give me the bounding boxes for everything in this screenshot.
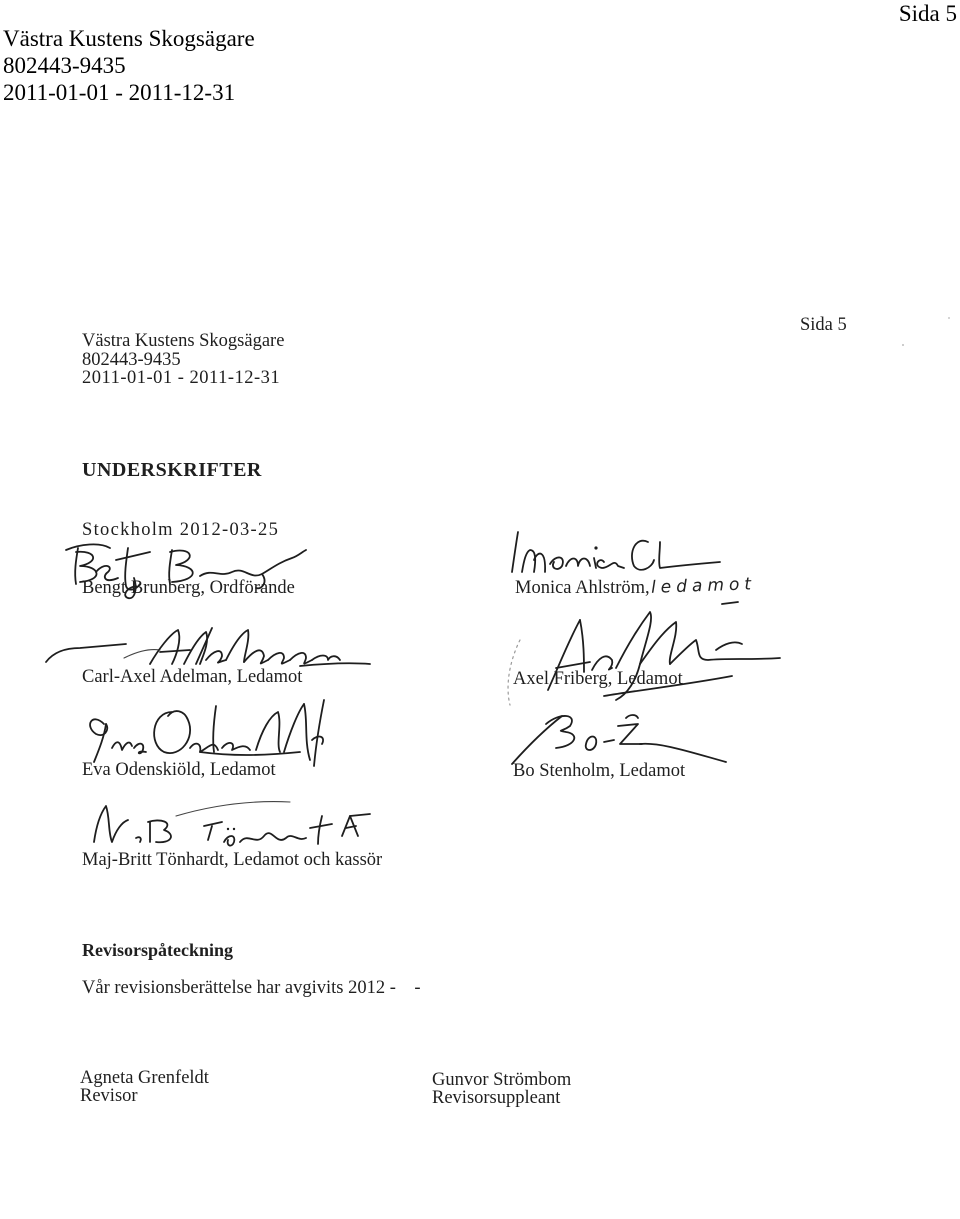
auditor-block [432, 1071, 571, 1107]
pen-stroke [290, 653, 312, 664]
scan-fiscal-period: 2011-01-01 - 2011-12-31 [82, 368, 281, 388]
pen-stroke [244, 650, 268, 663]
signatory-name: Monica Ahlström, [515, 578, 650, 598]
scan-speck [948, 317, 950, 319]
pen-stroke [213, 706, 216, 752]
audit-title: Revisorspåteckning [82, 940, 234, 960]
pen-stroke [66, 544, 110, 550]
pen-stroke [640, 622, 676, 664]
pen-stroke [346, 826, 356, 828]
pen-stroke [640, 744, 726, 762]
pen-stroke [116, 552, 150, 560]
signature-axel-friberg [508, 612, 780, 705]
signature-eva-odenskiold [90, 700, 324, 766]
pen-stroke [300, 663, 370, 666]
pen-stroke [208, 826, 212, 840]
pen-stroke [604, 740, 614, 742]
pen-stroke [597, 560, 624, 568]
pen-stroke [94, 806, 128, 842]
page-number: Sida 5 [898, 1, 957, 26]
pen-stroke [46, 644, 126, 662]
pen-stroke [154, 711, 190, 753]
pen-stroke [94, 724, 106, 762]
place-and-date: Stockholm 2012-03-25 [82, 520, 280, 540]
pen-stroke [566, 559, 590, 567]
signatory-name: Bengt Brunberg, Ordförande [82, 578, 295, 598]
pen-stroke [200, 550, 306, 576]
pen-stroke [184, 632, 207, 664]
pen-stroke [150, 630, 179, 664]
scan-page-number: Sida 5 [800, 315, 847, 335]
pen-stroke [659, 542, 720, 568]
pen-stroke [594, 558, 596, 568]
pen-stroke [716, 642, 742, 650]
scan-header [82, 332, 284, 388]
signatory-name: Bo Stenholm, Ledamot [513, 761, 686, 781]
pen-stroke [134, 744, 146, 754]
scan-organization-number: 802443-9435 [82, 349, 181, 370]
pen-stroke [618, 724, 642, 744]
pen-stroke [226, 630, 248, 662]
scan-organization-name: Västra Kustens Skogsägare [82, 331, 285, 351]
organization-name: Västra Kustens Skogsägare [3, 26, 255, 51]
pen-stroke [256, 712, 280, 752]
signatory-name: Eva Odenskiöld, Ledamot [82, 760, 276, 780]
pen-stroke [310, 824, 332, 828]
pen-stroke [512, 532, 518, 572]
pen-stroke [580, 620, 584, 672]
pen-stroke [268, 653, 290, 664]
signature-maj-britt-tonhardt [94, 802, 370, 846]
pen-stroke [318, 816, 322, 844]
pen-stroke [112, 742, 132, 750]
pen-stroke [75, 548, 78, 584]
signatory-name: Axel Friberg, Ledamot [513, 669, 683, 689]
pen-stroke [206, 651, 226, 663]
audit-statement: Vår revisionsberättelse har avgivits 2012 - - [82, 978, 421, 998]
signatures-title: UNDERSKRIFTER [82, 459, 262, 481]
pen-stroke [190, 744, 218, 752]
pen-stroke [284, 704, 304, 752]
pen-stroke [124, 649, 160, 658]
pen-stroke [160, 650, 190, 652]
organization-number: 802443-9435 [3, 53, 126, 78]
ink-dot [594, 546, 597, 549]
auditor-name: Agneta Grenfeldt [80, 1068, 209, 1088]
pen-stroke [312, 656, 340, 661]
pen-stroke [586, 737, 597, 751]
pen-stroke [314, 700, 324, 766]
pen-stroke [512, 716, 562, 764]
auditor-block [80, 1069, 209, 1105]
ink-dot [233, 828, 235, 830]
signature-carl-axel-adelman [46, 628, 370, 666]
pen-stroke [176, 802, 290, 816]
pen-stroke [626, 715, 638, 718]
signatory-name: Maj-Britt Tönhardt, Ledamot och kassör [82, 850, 383, 870]
auditor-role: Revisor [80, 1086, 138, 1106]
pen-stroke [196, 628, 212, 664]
pen-stroke [90, 719, 107, 735]
pen-stroke [556, 662, 590, 668]
pen-stroke [222, 743, 250, 750]
pen-stroke [522, 550, 535, 572]
pen-stroke [304, 704, 310, 760]
pen-stroke [240, 833, 306, 842]
signature-bo-stenholm [512, 715, 726, 764]
auditor-role: Revisorsuppleant [432, 1088, 561, 1108]
pen-stroke [592, 656, 612, 670]
pen-stroke [148, 820, 171, 842]
pen-stroke [546, 716, 574, 748]
handwritten-role: ledamot [650, 574, 757, 598]
page-header [3, 25, 255, 106]
pen-stroke [534, 554, 545, 572]
pen-stroke [670, 640, 780, 664]
pen-stroke [632, 541, 654, 570]
pen-stroke [200, 752, 300, 755]
pen-stroke [350, 814, 370, 816]
pen-stroke [136, 837, 141, 842]
pen-stroke [722, 602, 738, 604]
pen-stroke [342, 816, 358, 836]
signatory-name: Carl-Axel Adelman, Ledamot [82, 667, 303, 687]
pen-stroke [616, 612, 651, 668]
auditor-name: Gunvor Strömbom [432, 1070, 572, 1090]
pen-stroke [550, 557, 563, 569]
scan-speck [902, 344, 904, 346]
pen-stroke [224, 836, 234, 846]
pen-stroke [312, 737, 323, 744]
pen-stroke [204, 822, 222, 826]
ink-dot [227, 828, 229, 830]
fiscal-period: 2011-01-01 - 2011-12-31 [3, 80, 236, 105]
